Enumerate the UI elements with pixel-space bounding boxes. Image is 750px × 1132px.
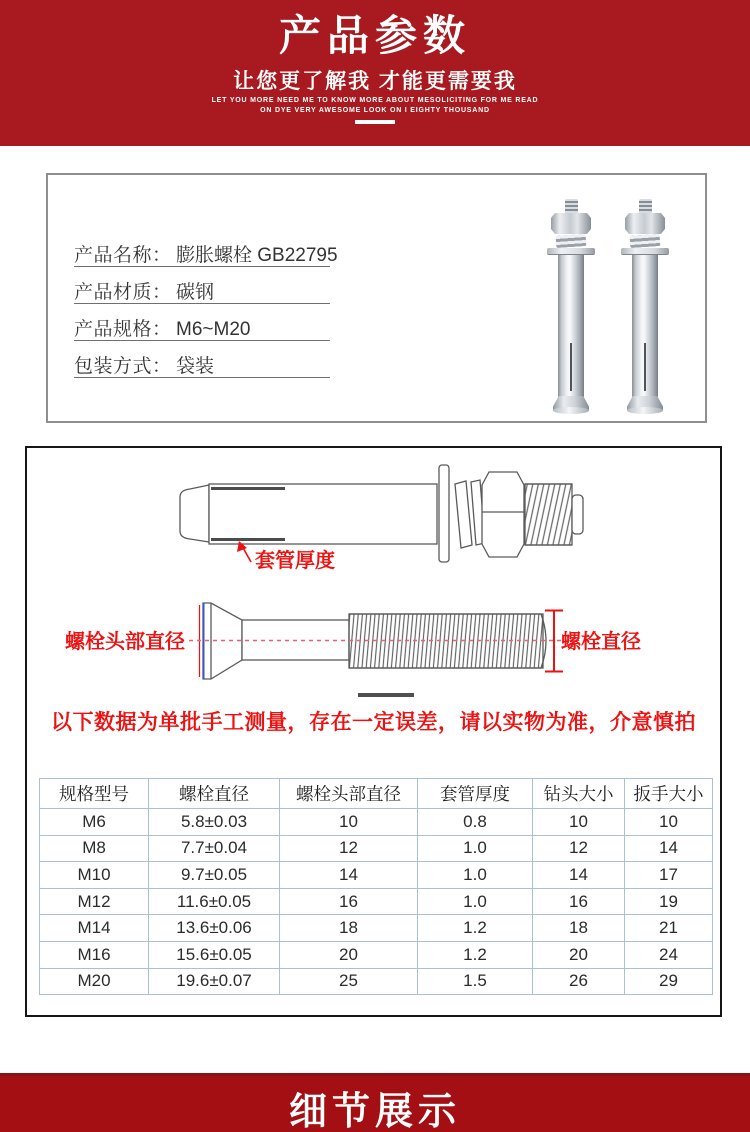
spec-table-cell: 10 (533, 809, 625, 836)
bolt-expansion-slit (644, 343, 646, 391)
col-header: 扳手大小 (625, 779, 713, 809)
spec-table-cell: 16 (280, 888, 418, 915)
info-value: 碳钢 (176, 282, 215, 303)
spec-table-cell: M14 (40, 915, 149, 942)
info-label: 产品名称： (74, 245, 172, 266)
page-title: 产品参数 (278, 12, 471, 59)
spec-table-cell: 1.5 (418, 968, 533, 995)
info-label: 产品规格： (74, 319, 172, 340)
spec-table-cell: 14 (533, 862, 625, 889)
col-header: 螺栓直径 (149, 779, 280, 809)
spec-table-row (40, 915, 713, 942)
info-value: 膨胀螺栓 GB22795 (176, 245, 338, 266)
info-row-material (74, 277, 330, 304)
col-header: 套管厚度 (418, 779, 533, 809)
spec-table-header-row (40, 779, 713, 809)
spec-table-cell: 7.7±0.04 (149, 835, 280, 862)
col-header: 螺栓头部直径 (280, 779, 418, 809)
small-divider (358, 693, 414, 697)
info-row-packaging (74, 351, 330, 378)
spec-table-cell: M6 (40, 809, 149, 836)
spec-table-cell: 9.7±0.05 (149, 862, 280, 889)
bolt-flat-washer (547, 248, 595, 255)
bolt-hex-nut (551, 213, 591, 234)
measurement-warning: 以下数据为单批手工测量，存在一定误差，请以实物为准，介意慎拍 (51, 711, 696, 734)
spec-table-body (40, 809, 713, 995)
spec-table-row (40, 888, 713, 915)
spec-table-cell: 19 (625, 888, 713, 915)
spec-table-cell: 29 (625, 968, 713, 995)
spec-table-cell: 18 (280, 915, 418, 942)
spec-table-cell: 1.0 (418, 835, 533, 862)
spec-table-cell: 1.0 (418, 888, 533, 915)
bolt-photo-2 (621, 199, 669, 415)
spec-table-cell: 0.8 (418, 809, 533, 836)
spec-table-cell: M16 (40, 941, 149, 968)
col-header: 规格型号 (40, 779, 149, 809)
spec-table-row (40, 862, 713, 889)
bolt-flat-washer (621, 248, 669, 255)
bolt-stud (565, 199, 578, 215)
footer-title: 细节展示 (288, 1091, 461, 1132)
spec-table-cell: 25 (280, 968, 418, 995)
spec-table-cell: M8 (40, 835, 149, 862)
spec-diagram-card (25, 446, 722, 1017)
info-value: M6~M20 (176, 319, 251, 340)
spec-table-cell: M12 (40, 888, 149, 915)
spec-table-cell: 11.6±0.05 (149, 888, 280, 915)
sleeve-thickness-label: 套管厚度 (255, 550, 335, 572)
spec-table-cell: 1.0 (418, 862, 533, 889)
info-label: 产品材质： (74, 282, 172, 303)
bolt-spring-washer (556, 234, 587, 248)
bolt-cone-rim (627, 407, 663, 414)
info-value: 袋装 (176, 356, 215, 377)
spec-table-cell: 10 (280, 809, 418, 836)
spec-table-cell: 24 (625, 941, 713, 968)
spec-table-cell: 17 (625, 862, 713, 889)
spec-table-row (40, 968, 713, 995)
head-diameter-label: 螺栓头部直径 (65, 631, 185, 653)
spec-table-cell: 1.2 (418, 941, 533, 968)
bolt-cone-rim (553, 407, 589, 414)
spec-table-row (40, 941, 713, 968)
spec-table-cell: 21 (625, 915, 713, 942)
spec-table-row (40, 809, 713, 836)
bolt-dimension-diagram (27, 448, 720, 748)
spec-table-cell: M10 (40, 862, 149, 889)
spec-table-cell: 10 (625, 809, 713, 836)
spec-table-cell: 1.2 (418, 915, 533, 942)
footer-banner (0, 1073, 750, 1132)
header-banner (0, 0, 750, 146)
info-row-spec (74, 314, 330, 341)
bolt-expansion-slit (570, 343, 572, 391)
banner-tagline-line2: ON DYE VERY AWESOME LOOK ON I EIGHTY THOUSAND (260, 107, 490, 115)
banner-divider (355, 120, 395, 124)
sleeve-thickness-callout (237, 541, 335, 572)
spec-table-row (40, 835, 713, 862)
spec-table-cell: 20 (533, 941, 625, 968)
spec-table-cell: 12 (280, 835, 418, 862)
spec-table-cell: 5.8±0.03 (149, 809, 280, 836)
spec-table-cell: 18 (533, 915, 625, 942)
spec-table-cell: 20 (280, 941, 418, 968)
info-row-name (74, 240, 338, 267)
spec-table-cell: 16 (533, 888, 625, 915)
spec-table-cell: 12 (533, 835, 625, 862)
bolt-hex-nut (625, 213, 665, 234)
spec-table (39, 778, 713, 995)
spec-table-cell: M20 (40, 968, 149, 995)
bolt-stud (639, 199, 652, 215)
bolt-photo-1 (547, 199, 595, 415)
spec-table-cell: 19.6±0.07 (149, 968, 280, 995)
product-info-card (46, 173, 707, 423)
spec-table-cell: 26 (533, 968, 625, 995)
spec-table-cell: 13.6±0.06 (149, 915, 280, 942)
spec-table-cell: 15.6±0.05 (149, 941, 280, 968)
bolt-diameter-label: 螺栓直径 (561, 631, 641, 653)
banner-tagline-line1: LET YOU MORE NEED ME TO KNOW MORE ABOUT MESOLICITING FOR ME READ (211, 97, 539, 105)
spec-table-cell: 14 (625, 835, 713, 862)
col-header: 钻头大小 (533, 779, 625, 809)
bolt-spring-washer (630, 234, 661, 248)
banner-subtitle: 让您更了解我 才能更需要我 (233, 70, 517, 94)
info-label: 包装方式： (74, 356, 172, 377)
spec-table-cell: 14 (280, 862, 418, 889)
